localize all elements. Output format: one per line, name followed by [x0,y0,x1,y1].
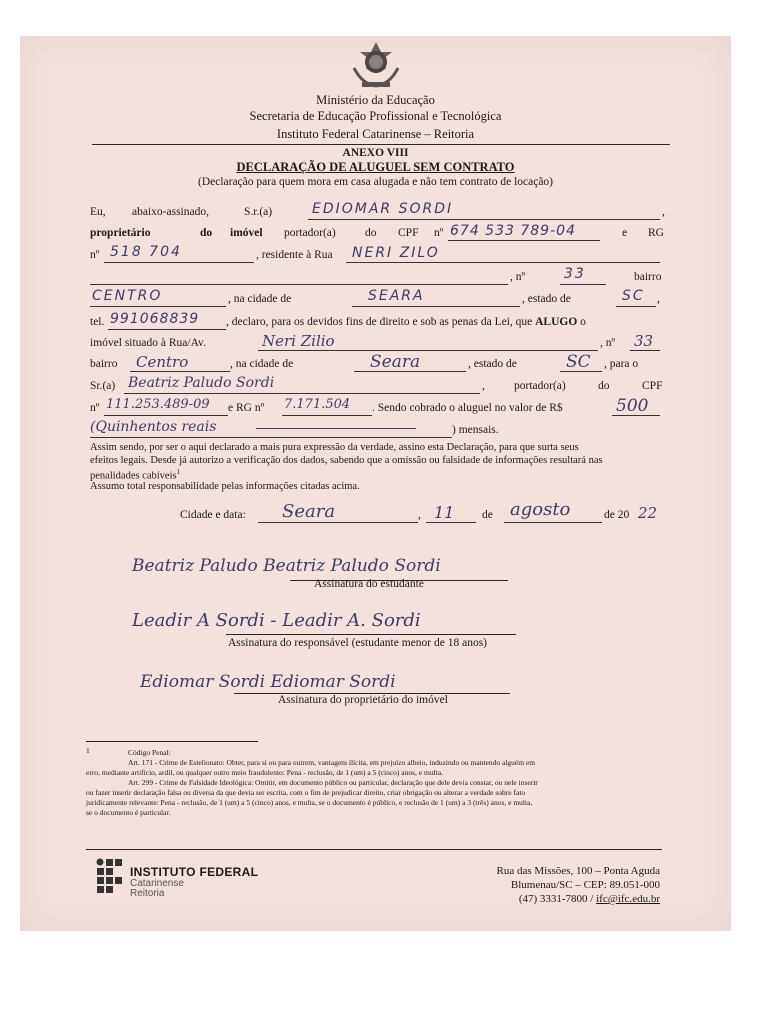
property-number-line [630,350,660,351]
guardian-signature-line [226,634,516,635]
property-district-field: Centro [136,353,189,371]
text-tel: tel. [90,316,105,328]
owner-district-field: CENTRO [92,288,163,304]
footnote-ref: 1 [176,468,181,476]
document-title: DECLARAÇÃO DE ALUGUEL SEM CONTRATO [236,160,515,174]
text-estado-2: , estado de [468,358,517,370]
text-sr-2: Sr.(a) [90,380,116,392]
text-no-2: , nº [510,271,526,283]
date-day-line [426,522,476,523]
ministry-header-line1: Ministério da Educação [316,93,435,107]
footnote-line6: se o documento é particular. [86,808,171,817]
text-do-3: do [598,380,610,392]
footer-address-line2: Blumenau/SC – CEP: 89.051-000 [510,879,660,891]
text-residente: , residente à Rua [256,249,333,261]
text-rg: RG [648,227,664,239]
tenant-rg-line [282,415,372,416]
text-na-cidade-2: , na cidade de [230,358,294,370]
footnote-line3: Art. 299 - Crime de Falsidade Ideológica: Omitir, em documento público ou particular, declaração que dele devia constar, ou nele inserir [128,778,538,787]
owner-street-line [346,262,660,263]
declaration-paragraph-line3: penalidades cabíveis$^1$ [90,468,181,482]
footer-email-link[interactable]: ifc@ifc.edu.br [596,893,660,905]
ministry-header-line3: Instituto Federal Catarinense – Reitoria [276,127,475,141]
owner-phone-field: 991068839 [110,311,200,327]
date-city-field: Seara [282,501,336,522]
ministry-header-line2: Secretaria de Educação Profissional e Tecnológica [249,109,502,123]
text-no: nº [434,227,444,239]
date-year-field: 22 [638,504,658,522]
tenant-rg-field: 7.171.504 [284,397,351,412]
owner-city-line [352,306,520,307]
text-de-2: de 20 [604,509,630,521]
document-subtitle: (Declaração para quem mora em casa alugada e não tem contrato de locação) [197,176,554,188]
property-street-field: Neri Zilio [262,332,335,350]
text-portador: portador(a) [284,227,336,239]
coat-of-arms-icon [348,40,404,90]
footer-divider [86,849,662,850]
text-no-4: nº [90,402,100,414]
date-day-field: 11 [434,503,455,522]
date-label: Cidade e data: [180,509,246,521]
logo-sub-2: Reitoria [130,888,165,899]
text-sendo: . Sendo cobrado o aluguel no valor de R$ [372,402,563,414]
rent-words-strike [256,428,416,429]
text-no-3: , nº [600,337,616,349]
date-city-line [258,522,418,523]
footnote-mark: 1 [86,746,90,755]
owner-signature-label: Assinatura do proprietário do imóvel [278,694,448,706]
date-month-field: agosto [510,499,571,520]
text-declaro: , declaro, para os devidos fins de direito e sob as penas da Lei, que ALUGO o [226,316,586,328]
address-continuation-line [90,284,508,285]
rent-words-line [90,437,452,438]
property-district-line [130,371,230,372]
text-proprietario: proprietário [90,227,151,239]
text-do-2: do [365,227,377,239]
property-street-line [258,350,598,351]
text-do: do [200,227,213,239]
footnote-line1: Art. 171 - Crime de Estelionato: Obter, para si ou para outrem, vantagem ilícita, em prejuízo alheio, induzindo ou mantendo alguém em [128,758,536,767]
owner-rg-field: 518 704 [110,244,182,260]
tenant-cpf-field: 111.253.489-09 [106,397,210,412]
text-no-rg: nº [90,249,100,261]
text-comma: , [662,206,665,218]
owner-district-line [90,306,226,307]
footnote-line2: erro, mediante artifício, ardil, ou qualquer outro meio fraudulento: Pena - reclusão, de 1 (um) a 5 (cinco) anos, e multa. [86,768,443,777]
text-na-cidade: , na cidade de [228,293,292,305]
tenant-name-line [124,393,480,394]
text-comma-4: , [418,509,421,521]
text-imovel: imóvel [230,227,263,239]
owner-street-field: NERI ZILO [352,245,440,261]
owner-phone-line [108,329,226,330]
text-imovel-situado: imóvel situado à Rua/Av. [90,337,206,349]
text-comma-3: , [482,380,485,392]
text-estado: , estado de [522,293,571,305]
student-signature: Beatriz Paludo Beatriz Paludo Sordi [132,556,441,576]
owner-state-line [616,306,656,307]
text-bairro: bairro [634,271,662,283]
text-abaixo-assinado: abaixo-assinado, [132,206,209,218]
owner-rg-line [104,262,254,263]
text-portador-2: portador(a) [514,380,566,392]
text-para-o: , para o [604,358,639,370]
text-sr: S.r.(a) [244,206,273,218]
tenant-cpf-line [104,415,228,416]
guardian-signature-label: Assinatura do responsável (estudante menor de 18 anos) [228,637,487,649]
owner-cpf-field: 674 533 789-04 [450,223,576,239]
logo-name: INSTITUTO FEDERAL [130,865,259,879]
footnote-line4: ou fazer inserir declaração falsa ou diversa da que devia ser escrita, com o fim de prejudicar direito, criar obrigação ou alterar a verdade sobre fato [86,788,526,797]
declaration-paragraph-line2: efeitos legais. Desde já autorizo a verificação dos dados, sabendo que a omissão ou falsidade de informações resultará nas [90,455,603,466]
property-number-field: 33 [634,332,654,350]
footnote-line5: juridicamente relevante: Pena - reclusão, de 1 (um) a 5 (cinco) anos, e multa, se o documento é público, e reclusão de 1 (um) a 3 (três) anos, e multa, [86,798,533,807]
text-e-rg: e RG nº [228,402,265,414]
annex-label: ANEXO VIII [342,147,409,159]
footnote-divider [86,741,258,742]
rent-words-field: (Quinhentos reais [90,419,217,435]
footer-contact: (47) 3331-7800 / ifc@ifc.edu.br [518,893,660,905]
date-month-line [504,522,602,523]
text-eu: Eu, [90,206,106,218]
guardian-signature: Leadir A Sordi - Leadir A. Sordi [132,610,421,631]
owner-name-field: EDIOMAR SORDI [312,201,454,217]
declaration-paragraph-line4: Assumo total responsabilidade pelas informações citadas acima. [90,481,360,492]
text-bairro-2: bairro [90,358,118,370]
text-de-1: de [482,509,493,521]
owner-city-field: SEARA [368,288,425,304]
owner-signature: Ediomar Sordi Ediomar Sordi [140,672,396,692]
property-state-field: SC [566,352,591,372]
header-divider [92,144,670,145]
text-cpf: CPF [398,227,419,239]
property-city-field: Seara [370,352,421,372]
owner-name-line [308,219,660,220]
document-page [20,36,731,931]
tenant-name-field: Beatriz Paludo Sordi [128,375,275,391]
owner-state-field: SC [622,288,645,304]
logo-sub-1: Catarinense [130,878,184,889]
text-e: e [622,227,628,239]
owner-number-field: 33 [564,266,586,282]
rent-value-field: 500 [616,396,649,416]
footnote-title: Código Penal: [128,748,171,757]
text-mensais: ) mensais. [452,424,499,436]
declaration-paragraph-line1: Assim sendo, por ser o aqui declarado a mais pura expressão da verdade, assino esta Declaração, para que surta seus [90,442,579,453]
owner-number-line [560,284,606,285]
footer-address-line1: Rua das Missões, 100 – Ponta Aguda [496,865,660,877]
text-comma-2: , [657,293,660,305]
text-cpf-2: CPF [642,380,663,392]
owner-cpf-line [448,240,600,241]
student-signature-label: Assinatura do estudante [314,578,424,590]
instituto-federal-logo-icon [96,858,126,894]
